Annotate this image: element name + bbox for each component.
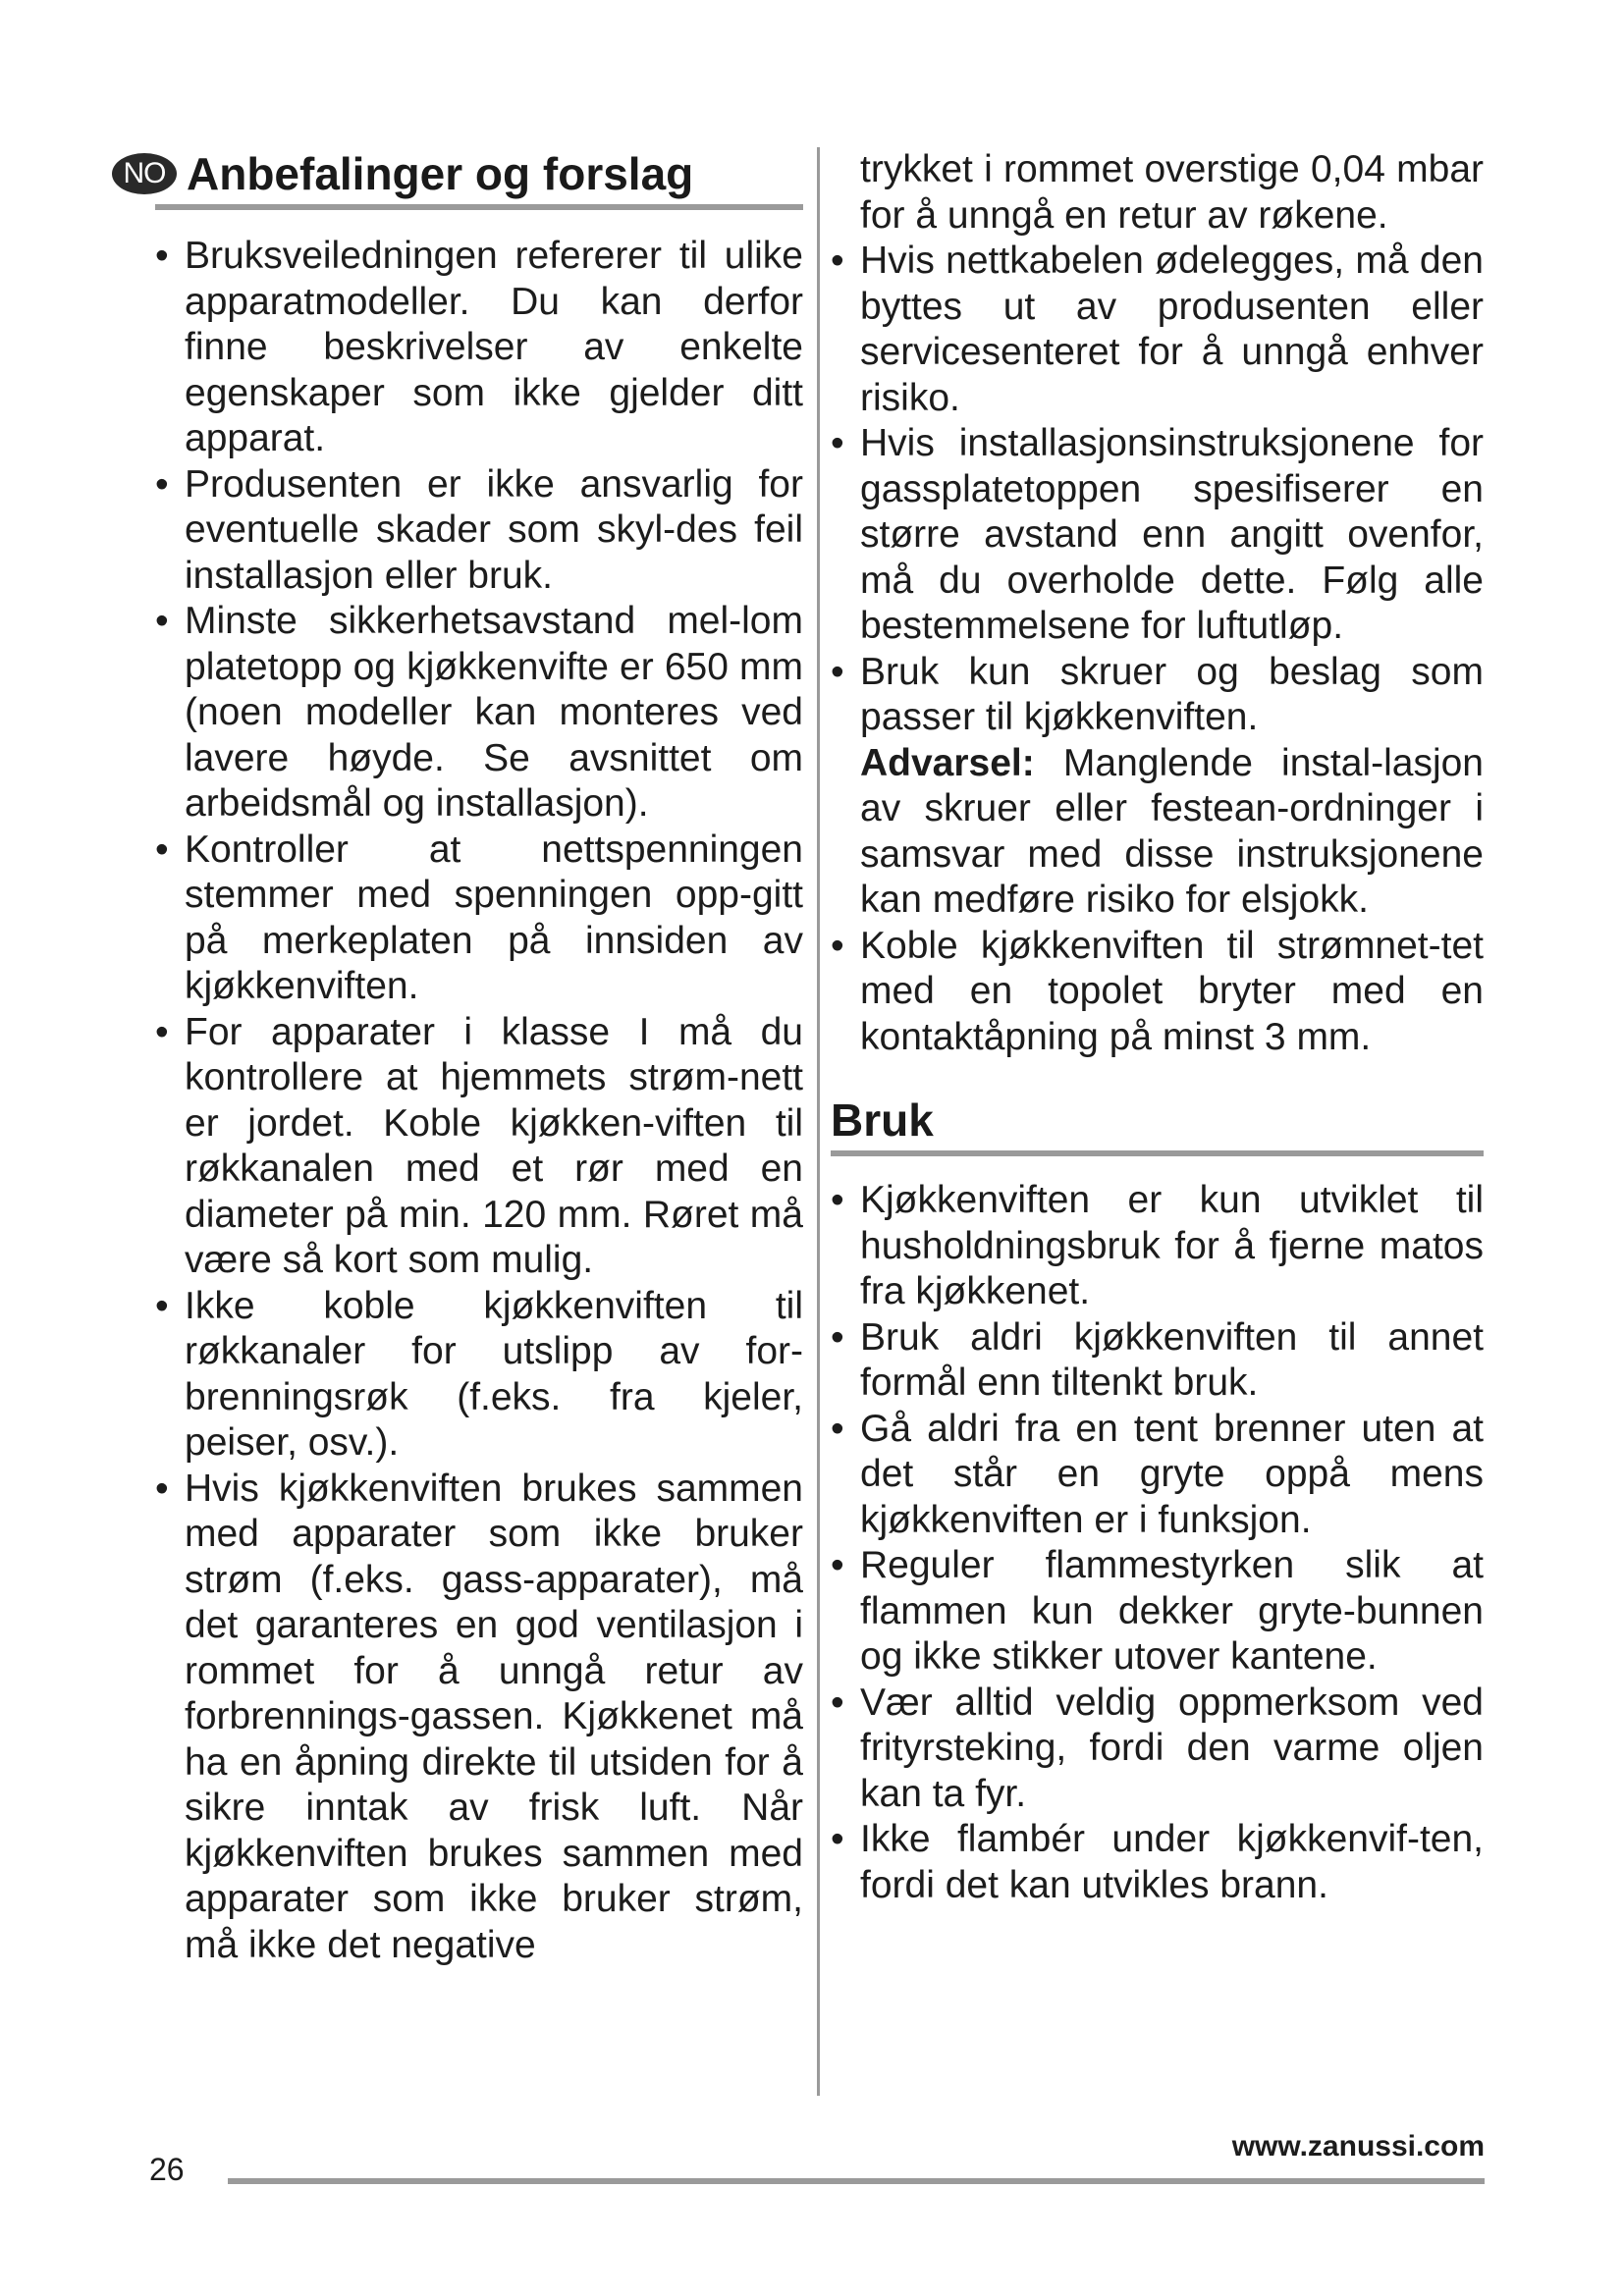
list-item: • Minste sikkerhetsavstand mel-lom platetopp og kjøkkenvifte er 650 mm (noen modeller kan monteres ved lavere høyde. Se avsnittet om arbeidsmål og installasjon). — [155, 599, 803, 828]
section-heading-usage: Bruk — [831, 1095, 934, 1146]
warning-label: Advarsel: — [860, 741, 1035, 784]
usage-list — [831, 1178, 1484, 1908]
list-item: • Bruk kun skruer og beslag som passer til kjøkkenviften. — [831, 650, 1484, 741]
column-divider — [817, 147, 820, 2096]
list-item: • Kjøkkenviften er kun utviklet til husholdningsbruk for å fjerne matos fra kjøkkenet. — [831, 1178, 1484, 1315]
section-heading-recommendations — [123, 147, 803, 200]
list-item: • Vær alltid veldig oppmerksom ved frityrsteking, fordi den varme oljen kan ta fyr. — [831, 1681, 1484, 1818]
heading-rule — [155, 204, 803, 210]
page-number: 26 — [149, 2152, 185, 2187]
list-item: • Koble kjøkkenviften til strømnet-tet med en topolet bryter med en kontaktåpning på minst 3 mm. — [831, 924, 1484, 1061]
list-item: • Ikke flambér under kjøkkenvif-ten, fordi det kan utvikles brann. — [831, 1817, 1484, 1908]
page-title: Anbefalinger og forslag — [187, 148, 694, 199]
list-item: • Bruk aldri kjøkkenviften til annet formål enn tiltenkt bruk. — [831, 1315, 1484, 1407]
recommendations-list-continued — [831, 239, 1484, 741]
language-badge: NO — [112, 153, 177, 194]
list-item: • Produsenten er ikke ansvarlig for eventuelle skader som skyl-des feil installasjon eller bruk. — [155, 462, 803, 600]
list-item: • Hvis nettkabelen ødelegges, må den byttes ut av produsenten eller servicesenteret for å unngå enhver risiko. — [831, 239, 1484, 421]
list-item: • For apparater i klasse I må du kontrollere at hjemmets strøm-nett er jordet. Koble kjøkken-viften til røkkanalen med et rør med en diameter på min. 120 mm. Røret må være så kort som mulig. — [155, 1010, 803, 1284]
warning-text: Manglende instal-lasjon av skruer eller festean-ordninger i samsvar med disse instruksjonene kan medføre risiko for elsjokk. — [860, 741, 1484, 921]
recommendations-list-end — [831, 924, 1484, 1061]
footer-rule — [228, 2178, 1485, 2184]
list-item: • Kontroller at nettspenningen stemmer med spenningen opp-gitt på merkeplaten på innsiden av kjøkkenviften. — [155, 828, 803, 1010]
list-item: • Reguler flammestyrken slik at flammen kun dekker gryte-bunnen og ikke stikker utover kantene. — [831, 1543, 1484, 1681]
list-item: • Ikke koble kjøkkenviften til røkkanaler for utslipp av for-brenningsrøk (f.eks. fra kjeler, peiser, osv.). — [155, 1284, 803, 1467]
continued-text: trykket i rommet overstige 0,04 mbar for å unngå en retur av røkene. — [860, 148, 1484, 237]
right-column — [831, 147, 1484, 1908]
footer-url: www.zanussi.com — [1231, 2130, 1485, 2163]
list-item: • Hvis kjøkkenviften brukes sammen med apparater som ikke bruker strøm (f.eks. gass-apparater), må det garanteres en god ventilasjon i rommet for å unngå retur av forbrennings-gassen. Kjøkkenet må ha en åpning direkte til utsiden for å sikre inntak av frisk luft. Når kjøkkenviften brukes sammen med apparater som ikke bruker strøm, må ikke det negative — [155, 1467, 803, 1969]
list-item: • Gå aldri fra en tent brenner uten at det står en gryte oppå mens kjøkkenviften er i funksjon. — [831, 1407, 1484, 1544]
list-item: • Bruksveiledningen refererer til ulike apparatmodeller. Du kan derfor finne beskrivelser av enkelte egenskaper som ikke gjelder ditt apparat. — [155, 234, 803, 462]
section-rule — [831, 1150, 1484, 1156]
left-column — [123, 147, 803, 1968]
recommendations-list — [155, 234, 803, 1968]
warning-paragraph — [831, 741, 1484, 924]
list-item: • Hvis installasjonsinstruksjonene for gassplatetoppen spesifiserer en større avstand enn angitt ovenfor, må du overholde dette. Følg alle bestemmelsene for luftutløp. — [831, 421, 1484, 650]
